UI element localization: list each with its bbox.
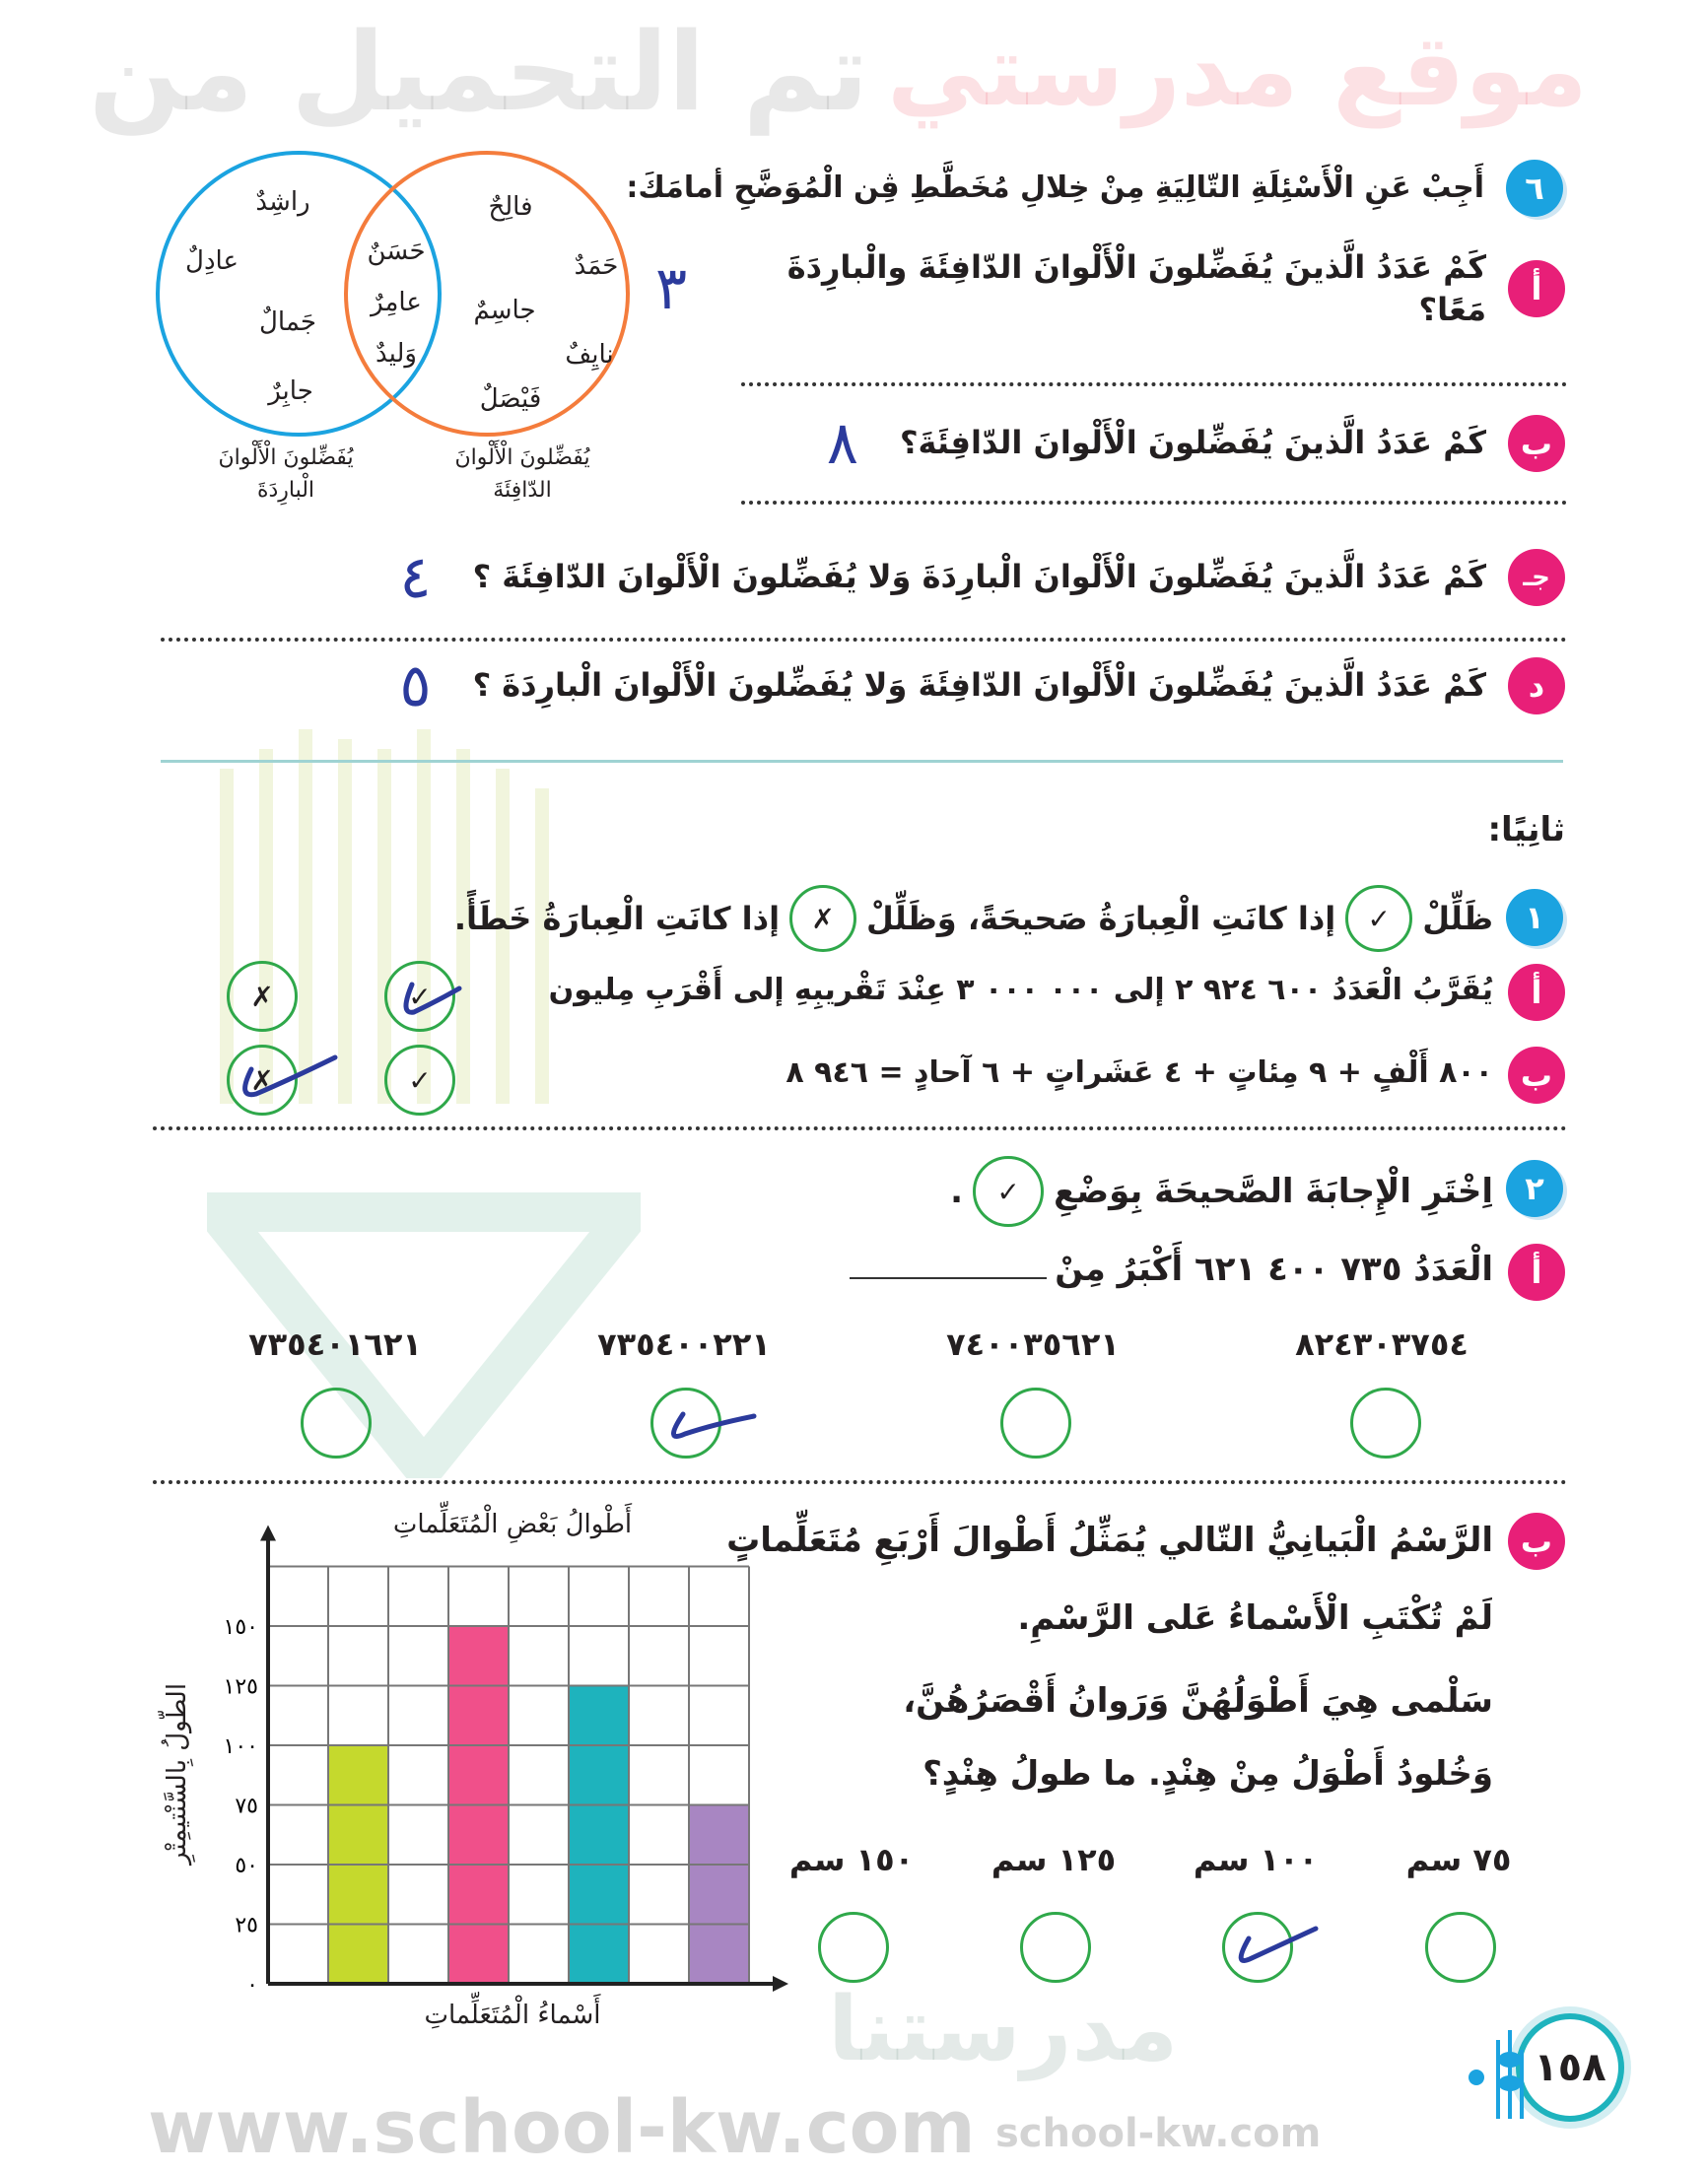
question-row: [850, 1250, 1493, 1289]
sub-question-letter: أ: [1508, 260, 1565, 317]
option-circle[interactable]: [301, 1388, 372, 1459]
venn-name: عامِرٌ: [371, 288, 422, 317]
venn-label-line: الْبارِدَةَ: [256, 478, 315, 503]
instruction: [950, 1156, 1493, 1227]
watermark-text: تم التحميل من: [89, 9, 869, 135]
instruction-text: إذا كانَتِ الْعِبارَةُ خَطَأً.: [453, 900, 781, 937]
divider-dotted: [153, 1126, 1567, 1130]
venn-label-line: يُفَضِّلونَ الْأَلْوانَ: [218, 445, 354, 470]
question-number-badge: ٢: [1506, 1160, 1563, 1217]
question-text: سَلْمى هِيَ أَطْوَلُهُنَّ وَرَوانُ أَقْصَرُهُنَّ،: [903, 1681, 1493, 1721]
option-circle[interactable]: [1000, 1388, 1071, 1459]
venn-label-line: الدّافِئَةَ: [493, 478, 552, 503]
watermark-text: موقع مدرستي: [887, 13, 1588, 128]
venn-name: نايِفٌ: [565, 340, 614, 370]
bar: [569, 1686, 629, 1985]
question-text: كَمْ عَدَدُ الَّذينَ يُفَضِّلونَ الْأَلْوانَ الدّافِئَةَ والْبارِدَةَ مَعًا؟: [786, 248, 1486, 329]
question-row: [161, 651, 1565, 720]
handwritten-check-icon: [655, 1394, 764, 1454]
sub-question-letter: د: [1508, 657, 1565, 714]
answer-line: [741, 382, 1567, 386]
y-tick-label: ١٠٠: [223, 1734, 258, 1759]
section-header: [581, 160, 1563, 217]
y-tick-label: ٧٥: [235, 1794, 258, 1819]
question-row: [655, 409, 1565, 478]
answer-line: [161, 638, 1567, 642]
option-label: ٨٢٤٣٠٣٧٥٤: [1295, 1325, 1469, 1363]
venn-name: وَليدٌ: [376, 339, 417, 369]
option-label: ١٢٥ سم: [991, 1841, 1117, 1878]
instruction-text: إذا كانَتِ الْعِبارَةُ صَحيحَةً، وَظَلِّلْ: [866, 900, 1336, 937]
instruction-text: .: [950, 1172, 964, 1211]
true-option-circle[interactable]: ✓: [384, 1045, 455, 1116]
option-circle[interactable]: [1020, 1912, 1091, 1983]
handwritten-answer[interactable]: ٣: [655, 254, 688, 324]
statement-text: ٨٠٠ أَلْفٍ + ٩ مِئاتٍ + ٤ عَشَراتٍ + ٦ آحادٍ = ٩٤٦ ٨: [786, 1055, 1493, 1090]
handwritten-answer[interactable]: ٨: [826, 409, 858, 478]
venn-name: جاسِمٌ: [473, 296, 536, 325]
sub-question-letter: أ: [1508, 1244, 1565, 1301]
check-circle-sample: ✓: [973, 1156, 1044, 1227]
question-row: [161, 543, 1565, 612]
divider-dotted: [153, 1480, 1567, 1484]
y-axis-arrow-icon: [260, 1526, 276, 1541]
true-circle-sample: ✓: [1345, 885, 1412, 952]
sub-question-letter: ب: [1508, 415, 1565, 472]
question-text: الرَّسْمُ الْبَيانِيُّ التّالي يُمَثِّلُ أَطْوالَ أَرْبَعِ مُتَعَلِّماتٍ: [726, 1521, 1493, 1560]
sub-question-letter: ب: [1508, 1513, 1565, 1570]
option-label: ٧٥ سم: [1405, 1841, 1512, 1878]
bar-chart: [128, 1508, 798, 2060]
chart-ylabel: الطّولُ بِالسَّنْتيمِتْرِ: [163, 1682, 192, 1866]
blank-line: [850, 1277, 1047, 1279]
venn-label-warm: [414, 441, 631, 507]
question-text: الْعَدَدُ ٧٣٥ ٤٠٠ ٦٢١ أَكْبَرُ مِنْ: [1055, 1250, 1493, 1289]
instruction: [454, 885, 1493, 952]
chart-xlabel: أَسْماءُ الْمُتَعَلِّماتِ: [424, 2001, 601, 2030]
handwritten-check-icon: [394, 971, 463, 1030]
option-label: ٧٤٠٠٣٥٦٢١: [946, 1325, 1120, 1363]
handwritten-answer[interactable]: ٥: [399, 651, 432, 720]
question-text: كَمْ عَدَدُ الَّذينَ يُفَضِّلونَ الْأَلْوانَ الدّافِئَةَ؟: [899, 424, 1486, 462]
false-option-circle[interactable]: ✗: [227, 1045, 298, 1116]
venn-name: راشِدٌ: [255, 187, 310, 217]
y-tick-label: ٠: [246, 1973, 258, 1998]
question-text: لَمْ تُكْتَبِ الْأَسْماءُ عَلى الرَّسْمِ.: [1017, 1598, 1493, 1638]
question-number-badge: ١: [1506, 889, 1563, 946]
question-row: [655, 246, 1565, 331]
watermark-url: school-kw.com: [995, 2111, 1322, 2156]
page-number: ١٥٨: [1534, 2045, 1606, 2090]
option-label: ١٠٠ سم: [1193, 1841, 1319, 1878]
venn-label-line: يُفَضِّلونَ الْأَلْوانَ: [454, 445, 590, 470]
venn-name: فالِحٌ: [488, 192, 533, 222]
sub-question-letter: ب: [1508, 1047, 1565, 1104]
question-text: كَمْ عَدَدُ الَّذينَ يُفَضِّلونَ الْأَلْوانَ الدّافِئَةَ وَلا يُفَضِّلونَ الْأَلْوانَ الْبارِدَةَ ؟: [472, 666, 1486, 705]
venn-name: جَمالٌ: [259, 307, 316, 337]
answer-line: [741, 501, 1567, 505]
sub-question-letter: أ: [1508, 964, 1565, 1021]
venn-name: جابِرٌ: [268, 376, 313, 406]
option-circle[interactable]: [1425, 1912, 1496, 1983]
question-text: وَخُلودُ أَطْوَلُ مِنْ هِنْدٍ. ما طولُ هِنْدٍ؟: [922, 1754, 1493, 1794]
true-option-circle[interactable]: ✓: [384, 961, 455, 1032]
section-divider: [161, 760, 1563, 763]
y-tick-label: ١٥٠: [223, 1615, 258, 1640]
y-tick-label: ٥٠: [235, 1854, 258, 1878]
section-title: أَجِبْ عَنِ الْأَسْئِلَةِ التّالِيَةِ مِنْ خِلالِ مُخَطَّطِ ڤِن الْمُوَضَّحِ أمامَكَ:: [626, 170, 1484, 205]
x-axis-arrow-icon: [773, 1976, 788, 1992]
chart-title: أَطْوالُ بَعْضِ الْمُتَعَلِّماتِ: [392, 1510, 633, 1539]
option-label: ٧٣٥٤٠١٦٢١: [248, 1325, 422, 1363]
bar: [689, 1805, 749, 1985]
false-circle-sample: ✗: [789, 885, 856, 952]
handwritten-check-icon: [1227, 1917, 1326, 1976]
option-label: ١٥٠ سم: [788, 1841, 915, 1878]
handwritten-check-icon: [232, 1050, 340, 1109]
venn-name: حَسَنٌ: [367, 237, 426, 266]
question-text: كَمْ عَدَدُ الَّذينَ يُفَضِّلونَ الْأَلْوانَ الْبارِدَةَ وَلا يُفَضِّلونَ الْأَلْوانَ الدّافِئَةَ ؟: [472, 558, 1486, 596]
false-option-circle[interactable]: ✗: [227, 961, 298, 1032]
question-number-badge: ٦: [1506, 160, 1563, 217]
part-heading: ثانِيًا:: [1487, 810, 1565, 849]
venn-label-cold: [177, 441, 394, 507]
y-tick-label: ٢٥: [235, 1913, 258, 1938]
venn-name: عادِلٌ: [185, 246, 239, 276]
instruction-text: ظَلِّلْ: [1422, 900, 1493, 937]
instruction-text: اِخْتَرِ الْإِجابَةَ الصَّحيحَةَ بِوَضْعِ: [1054, 1172, 1493, 1211]
option-circle[interactable]: [1350, 1388, 1421, 1459]
watermark-url: www.school-kw.com: [148, 2085, 976, 2170]
statement-text: يُقَرَّبُ الْعَدَدُ ٦٠٠ ٩٢٤ ٢ إلى ٠٠٠ ٠٠٠ ٣ عِنْدَ تَقْريبِهِ إلى أَقْرَبِ مِليون: [548, 973, 1493, 1007]
option-label: ٧٣٥٤٠٠٢٢١: [597, 1325, 771, 1363]
venn-name: حَمَدٌ: [574, 251, 619, 281]
watermark-text: مدرستنا: [828, 1978, 1179, 2081]
handwritten-answer[interactable]: ٤: [399, 543, 432, 612]
option-circle[interactable]: [818, 1912, 889, 1983]
venn-name: فَيْصَلٌ: [479, 384, 542, 414]
sub-question-letter: جـ: [1508, 549, 1565, 606]
y-tick-label: ١٢٥: [223, 1674, 258, 1700]
